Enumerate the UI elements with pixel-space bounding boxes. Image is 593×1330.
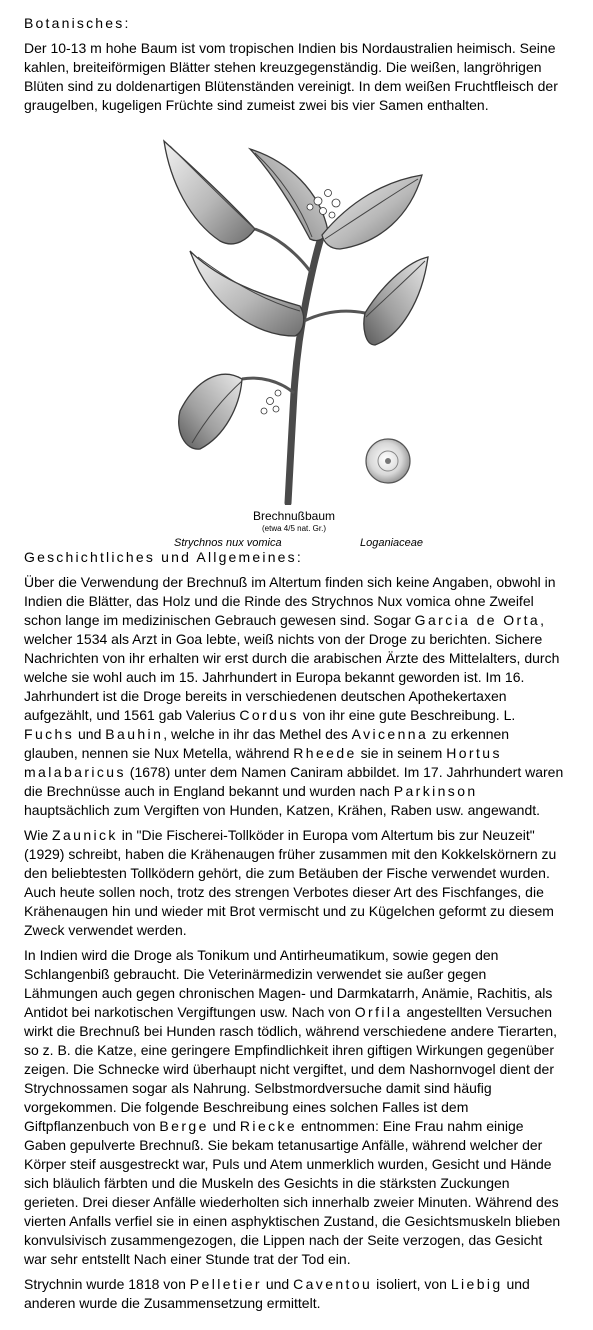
figure-caption-scale: (etwa 4/5 nat. Gr.) bbox=[261, 524, 327, 533]
figure-caption-title: Brechnußbaum bbox=[252, 509, 336, 523]
person-name: Caventou bbox=[293, 1276, 373, 1292]
paragraph-botanisches: Der 10-13 m hohe Baum ist vom tropischen Indien bis Nordaustralien heimisch. Seine kahlen, breiteiförmigen Blätter stehen kreuzgegenständig. Die weißen, langröhrigen Blüten sind zu doldenartigen Blütenständen vereinigt. In dem weißen Fruchtfleisch der graugelben, kugeligen Früchte sind zumeist zwei bis vier Samen enthalten. bbox=[24, 40, 558, 113]
person-name: Pelletier bbox=[189, 1276, 262, 1292]
person-name: Liebig bbox=[450, 1276, 503, 1292]
person-name: Fuchs bbox=[24, 726, 75, 742]
botanical-plate-icon bbox=[160, 131, 430, 505]
person-name: Zaunick bbox=[52, 827, 118, 843]
section-heading-botanisches: Botanisches: bbox=[24, 15, 131, 31]
person-name: Parkinson bbox=[393, 783, 478, 799]
figure-caption-family: Loganiaceae bbox=[360, 537, 424, 549]
person-name: Berge bbox=[159, 1118, 209, 1134]
person-name: Bauhin bbox=[105, 726, 164, 742]
paragraph-history-1: Über die Verwendung der Brechnuß im Altertum finden sich keine Angaben, obwohl in Indien die Blätter, das Holz und die Rinde des Strychnos Nux vomica ohne Zweifel schon lange im medizinischen Gebrauch gewesen sind. Sogar Garcia de Orta, welcher 1534 als Arzt in Goa lebte, weiß nichts von der Droge zu berichten. Sichere Nachrichten von ihr erhalten wir erst durch die arabischen Ärzte des Mittelalters, durch welche sie wohl auch im 15. Jahrhundert in Europa bekannt geworden ist. Im 16. Jahrhundert ist die Droge bereits in verschiedenen deutschen Apothekertaxen aufgezählt, und 1561 gab Valerius Cordus von ihr eine gute Beschreibung. L. Fuchs und Bauhin, welche in ihr das Methel des Avicenna zu erkennen glauben, nennen sie Nux Metella, während Rheede sie in seinem Hortus malabaricus (1678) unter dem Namen Caniram abbildet. Im 17. Jahrhundert waren die Brechnüsse auch in England bekannt und wurden nach Parkinson hauptsächlich zum Vergiften von Hunden, Katzen, Krähen, Raben usw. angewandt. bbox=[24, 574, 564, 818]
book-title: Hortus malabaricus bbox=[24, 745, 502, 780]
paragraph-history-3: In Indien wird die Droge als Tonikum und Antirheumatikum, sowie gegen den Schlangenbiß gebraucht. Die Veterinärmedizin verwendet sie außer gegen Lähmungen auch gegen chronischen Magen- und Darmkatarrh, Anämie, Rachitis, als Antidot bei narkotischen Vergiftungen usw. Nach von Orfila angestellten Versuchen wirkt die Brechnuß bei Hunden rasch tödlich, während verschiedene andere Tierarten, so z. B. die Katze, eine geringere Empfindlichkeit ihren giftigen Wirkungen gegenüber zeigen. Die Schnecke wird überhaupt nicht vergiftet, und dem Nashornvogel dient der Strychnossamen sogar als Nahrung. Selbstmordversuche damit sind häufig vorgekommen. Die folgende Beschreibung eines solchen Falles ist dem Giftpflanzenbuch von Berge und Riecke entnommen: Eine Frau nahm einige Gaben gepulverte Brechnuß. Sie bekam tetanusartige Anfälle, während welcher der Körper steif ausgestreckt war, Puls und Atem unmerklich wurden, Gesicht und Hände sich bläulich färbten und die Muskeln des Gesichts in die stärksten Zuckungen gerieten. Drei dieser Anfälle wiederholten sich innerhalb zweier Minuten. Während des vierten Anfalls verfiel sie in einen asphyktischen Zustand, die Gesichtsmuskeln blieben konvulsivisch zusammengezogen, die Lippen nach der Seite verzogen, das Gesicht war sehr entstellt Nach einer Stunde trat der Tod ein. bbox=[24, 947, 561, 1267]
person-name: Avicenna bbox=[351, 726, 429, 742]
person-name: Riecke bbox=[239, 1118, 298, 1134]
paragraph-history-4: Strychnin wurde 1818 von Pelletier und Caventou isoliert, von Liebig und anderen wurde die Zusammensetzung ermittelt. bbox=[24, 1276, 530, 1311]
figure-brechnussbaum bbox=[24, 115, 569, 549]
paragraph-history-2: Wie Zaunick in "Die Fischerei-Tollköder in Europa vom Altertum bis zur Neuzeit" (1929) schreibt, haben die Krähenaugen früher zusammen mit den Kokkelskörnern zu den beliebtesten Tollködern gehört, die zum Betäuben der Fische verwendet wurden. Auch heute sollen noch, trotz des strengen Verbotes dieser Art des Fischfanges, die Krähenaugen hin und wieder mit Brot vermischt und zu Kügelchen geformt zu diesem Zweck verwendet werden. bbox=[24, 827, 557, 938]
person-name: Orfila bbox=[354, 1004, 403, 1020]
figure-caption-species: Strychnos nux vomica bbox=[174, 537, 282, 549]
section-heading-geschichtliches: Geschichtliches und Allgemeines: bbox=[24, 549, 303, 565]
person-name: Rheede bbox=[293, 745, 357, 761]
person-name: Garcia de Orta bbox=[414, 612, 541, 628]
person-name: Cordus bbox=[239, 707, 299, 723]
